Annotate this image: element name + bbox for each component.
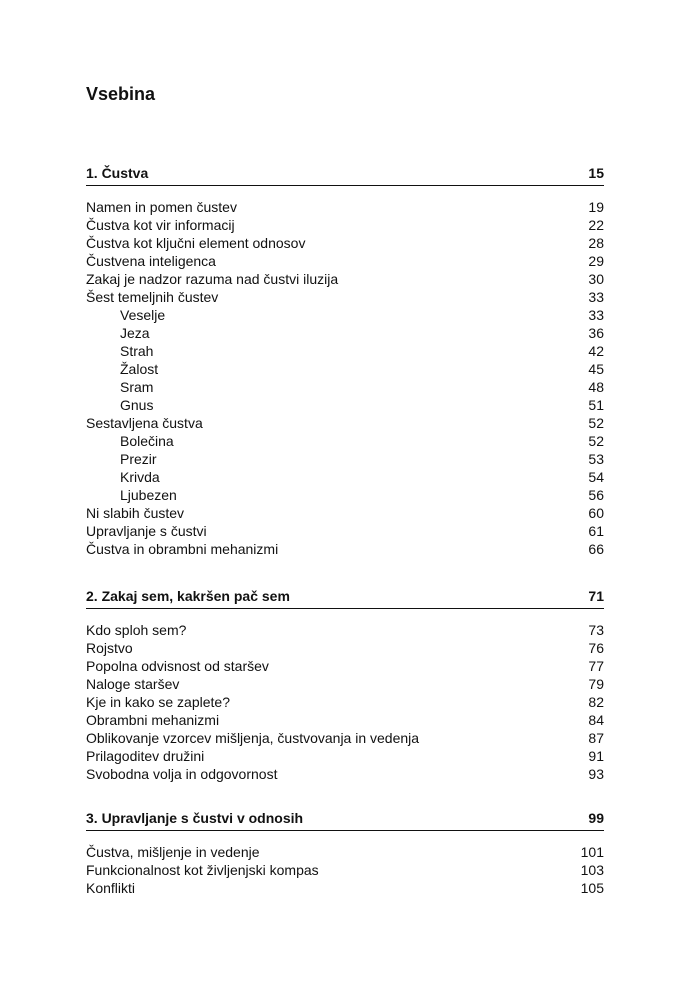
entry-page-number: 19 xyxy=(588,199,604,215)
entry-page-number: 51 xyxy=(588,397,604,413)
entry-page-number: 61 xyxy=(588,523,604,539)
toc-subentry[interactable] xyxy=(86,468,604,486)
toc-entry[interactable] xyxy=(86,747,604,765)
entry-title: Sram xyxy=(120,379,154,395)
toc-entry[interactable] xyxy=(86,711,604,729)
toc-entry[interactable] xyxy=(86,843,604,861)
entry-title: Čustva in obrambni mehanizmi xyxy=(86,541,279,557)
chapter-title: 1. Čustva xyxy=(86,165,149,181)
toc-subentry[interactable] xyxy=(86,324,604,342)
entry-title: Rojstvo xyxy=(86,640,133,656)
entry-title: Oblikovanje vzorcev mišljenja, čustvovanja in vedenja xyxy=(86,730,420,746)
toc-entry[interactable] xyxy=(86,621,604,639)
entry-page-number: 54 xyxy=(588,469,604,485)
entry-title: Čustva kot ključni element odnosov xyxy=(86,235,306,251)
toc-entry[interactable] xyxy=(86,879,604,897)
chapter-section xyxy=(86,164,604,558)
entry-title: Čustva, mišljenje in vedenje xyxy=(86,844,260,860)
entry-page-number: 42 xyxy=(588,343,604,359)
entry-title: Čustva kot vir informacij xyxy=(86,217,235,233)
entry-page-number: 56 xyxy=(588,487,604,503)
toc-entry[interactable] xyxy=(86,504,604,522)
toc-subentry[interactable] xyxy=(86,360,604,378)
entry-title: Sestavljena čustva xyxy=(86,415,203,431)
toc-entry[interactable] xyxy=(86,270,604,288)
entry-title: Upravljanje s čustvi xyxy=(86,523,207,539)
toc-subentry[interactable] xyxy=(86,432,604,450)
toc-entry[interactable] xyxy=(86,216,604,234)
entry-page-number: 48 xyxy=(588,379,604,395)
entry-page-number: 87 xyxy=(588,730,604,746)
toc-entry[interactable] xyxy=(86,765,604,783)
toc-entry[interactable] xyxy=(86,288,604,306)
toc-entry[interactable] xyxy=(86,414,604,432)
toc-entry[interactable] xyxy=(86,729,604,747)
entry-page-number: 91 xyxy=(588,748,604,764)
chapter-title: 3. Upravljanje s čustvi v odnosih xyxy=(86,810,304,826)
entry-title: Konflikti xyxy=(86,880,136,896)
entry-page-number: 29 xyxy=(588,253,604,269)
chapter-page-number: 99 xyxy=(588,810,604,826)
entry-list xyxy=(86,621,604,783)
toc-subentry[interactable] xyxy=(86,486,604,504)
entry-title: Krivda xyxy=(120,469,160,485)
entry-title: Svobodna volja in odgovornost xyxy=(86,766,278,782)
entry-page-number: 33 xyxy=(588,307,604,323)
entry-title: Prilagoditev družini xyxy=(86,748,205,764)
entry-page-number: 53 xyxy=(588,451,604,467)
toc-entry[interactable] xyxy=(86,693,604,711)
toc-entry[interactable] xyxy=(86,234,604,252)
toc-subentry[interactable] xyxy=(86,306,604,324)
entry-list xyxy=(86,198,604,558)
entry-page-number: 103 xyxy=(580,862,604,878)
entry-title: Bolečina xyxy=(120,433,174,449)
entry-title: Zakaj je nadzor razuma nad čustvi iluzija xyxy=(86,271,339,287)
chapter-heading[interactable] xyxy=(86,164,604,186)
entry-page-number: 30 xyxy=(588,271,604,287)
entry-page-number: 36 xyxy=(588,325,604,341)
entry-title: Gnus xyxy=(120,397,154,413)
entry-page-number: 93 xyxy=(588,766,604,782)
entry-page-number: 66 xyxy=(588,541,604,557)
toc-entry[interactable] xyxy=(86,675,604,693)
entry-title: Strah xyxy=(120,343,154,359)
entry-page-number: 52 xyxy=(588,433,604,449)
entry-title: Funkcionalnost kot življenjski kompas xyxy=(86,862,319,878)
entry-page-number: 52 xyxy=(588,415,604,431)
entry-title: Kdo sploh sem? xyxy=(86,622,187,638)
toc-entry[interactable] xyxy=(86,540,604,558)
entry-title: Ljubezen xyxy=(120,487,177,503)
entry-page-number: 101 xyxy=(580,844,604,860)
toc-entry[interactable] xyxy=(86,252,604,270)
toc-entry[interactable] xyxy=(86,639,604,657)
entry-title: Obrambni mehanizmi xyxy=(86,712,220,728)
toc-subentry[interactable] xyxy=(86,396,604,414)
chapter-heading[interactable] xyxy=(86,587,604,609)
entry-title: Naloge staršev xyxy=(86,676,180,692)
page-title: Vsebina xyxy=(86,84,156,104)
entry-page-number: 60 xyxy=(588,505,604,521)
chapter-section xyxy=(86,587,604,783)
entry-title: Kje in kako se zaplete? xyxy=(86,694,230,710)
entry-title: Čustvena inteligenca xyxy=(86,253,216,269)
entry-page-number: 45 xyxy=(588,361,604,377)
entry-page-number: 82 xyxy=(588,694,604,710)
entry-page-number: 105 xyxy=(580,880,604,896)
entry-page-number: 73 xyxy=(588,622,604,638)
entry-title: Ni slabih čustev xyxy=(86,505,185,521)
entry-page-number: 76 xyxy=(588,640,604,656)
toc-entry[interactable] xyxy=(86,861,604,879)
toc-entry[interactable] xyxy=(86,657,604,675)
entry-page-number: 77 xyxy=(588,658,604,674)
chapter-title: 2. Zakaj sem, kakršen pač sem xyxy=(86,588,290,604)
entry-title: Namen in pomen čustev xyxy=(86,199,237,215)
chapter-section xyxy=(86,809,604,897)
entry-title: Veselje xyxy=(120,307,166,323)
entry-title: Jeza xyxy=(120,325,150,341)
toc-subentry[interactable] xyxy=(86,378,604,396)
entry-title: Šest temeljnih čustev xyxy=(86,289,219,305)
entry-title: Popolna odvisnost od staršev xyxy=(86,658,269,674)
entry-page-number: 84 xyxy=(588,712,604,728)
chapter-heading[interactable] xyxy=(86,809,604,831)
entry-page-number: 22 xyxy=(588,217,604,233)
entry-page-number: 79 xyxy=(588,676,604,692)
toc-entry[interactable] xyxy=(86,198,604,216)
chapter-page-number: 71 xyxy=(588,588,604,604)
entry-title: Prezir xyxy=(120,451,157,467)
toc-entry[interactable] xyxy=(86,522,604,540)
entry-list xyxy=(86,843,604,897)
entry-page-number: 28 xyxy=(588,235,604,251)
toc-subentry[interactable] xyxy=(86,342,604,360)
entry-page-number: 33 xyxy=(588,289,604,305)
chapter-page-number: 15 xyxy=(588,165,604,181)
toc-subentry[interactable] xyxy=(86,450,604,468)
entry-title: Žalost xyxy=(120,361,159,377)
